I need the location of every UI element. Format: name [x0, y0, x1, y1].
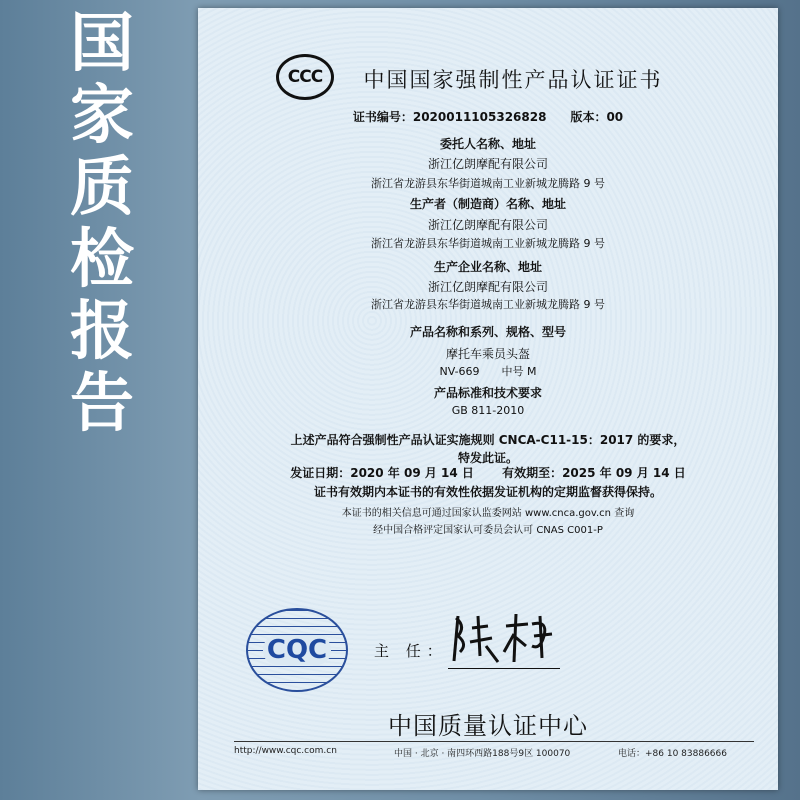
info-line-2: 经中国合格评定国家认可委员会认可 CNAS C001-P — [373, 525, 603, 536]
footer-url: http://www.cqc.com.cn — [234, 746, 337, 756]
validity-note: 证书有效期内本证书的有效性依据发证机构的定期监督获得保持。 — [313, 485, 662, 499]
manufacturer-address: 浙江省龙游县东华街道城南工业新城龙腾路 9 号 — [371, 237, 605, 250]
product-model: NV-669 中号 M — [439, 365, 537, 378]
banner-char: 检 — [70, 223, 134, 297]
footer-phone: 电话：+86 10 83886666 — [618, 749, 727, 759]
info-line-1: 本证书的相关信息可通过国家认监委网站 www.cnca.gov.cn 查询 — [341, 508, 635, 519]
cqc-logo-text: CQC — [263, 635, 331, 665]
banner-char: 报 — [70, 295, 134, 369]
applicant-name: 浙江亿朗摩配有限公司 — [427, 157, 548, 171]
standard-heading: 产品标准和技术要求 — [433, 386, 542, 400]
standard: GB 811-2010 — [451, 404, 525, 417]
manufacturer-name: 浙江亿朗摩配有限公司 — [427, 218, 548, 232]
certificate-title: 中国国家强制性产品认证证书 — [363, 68, 663, 92]
statement-line-2: 特发此证。 — [457, 451, 518, 465]
director-signature — [448, 606, 560, 669]
banner-char: 家 — [70, 79, 134, 153]
director-label: 主 任： — [374, 642, 448, 660]
factory-address: 浙江省龙游县东华街道城南工业新城龙腾路 9 号 — [371, 298, 605, 311]
cqc-logo — [246, 608, 348, 692]
applicant-heading: 委托人名称、地址 — [439, 137, 536, 151]
banner-char: 国 — [70, 7, 134, 81]
ccc-logo: CCC — [276, 54, 334, 100]
product-heading: 产品名称和系列、规格、型号 — [409, 325, 566, 339]
banner-char: 告 — [70, 367, 134, 441]
signature-image — [448, 606, 560, 666]
footer-address: 中国 · 北京 · 南四环西路188号9区 100070 — [394, 749, 571, 759]
factory-name: 浙江亿朗摩配有限公司 — [427, 280, 548, 294]
product-name: 摩托车乘员头盔 — [445, 347, 530, 361]
manufacturer-heading: 生产者（制造商）名称、地址 — [409, 197, 566, 211]
certificate — [198, 8, 778, 790]
issuer-name: 中国质量认证中心 — [388, 712, 588, 740]
issue-dates: 发证日期：2020 年 09 月 14 日 有效期至：2025 年 09 月 14 日 — [290, 466, 686, 480]
factory-heading: 生产企业名称、地址 — [433, 260, 542, 274]
statement-line-1: 上述产品符合强制性产品认证实施规则 CNCA-C11-15：2017 的要求， — [290, 433, 686, 447]
footer-divider — [234, 741, 754, 742]
applicant-address: 浙江省龙游县东华街道城南工业新城龙腾路 9 号 — [371, 177, 605, 190]
banner-char: 质 — [70, 151, 134, 225]
cert-number: 证书编号：2020011105326828 版本：00 — [352, 110, 624, 124]
banner-title — [62, 8, 142, 440]
